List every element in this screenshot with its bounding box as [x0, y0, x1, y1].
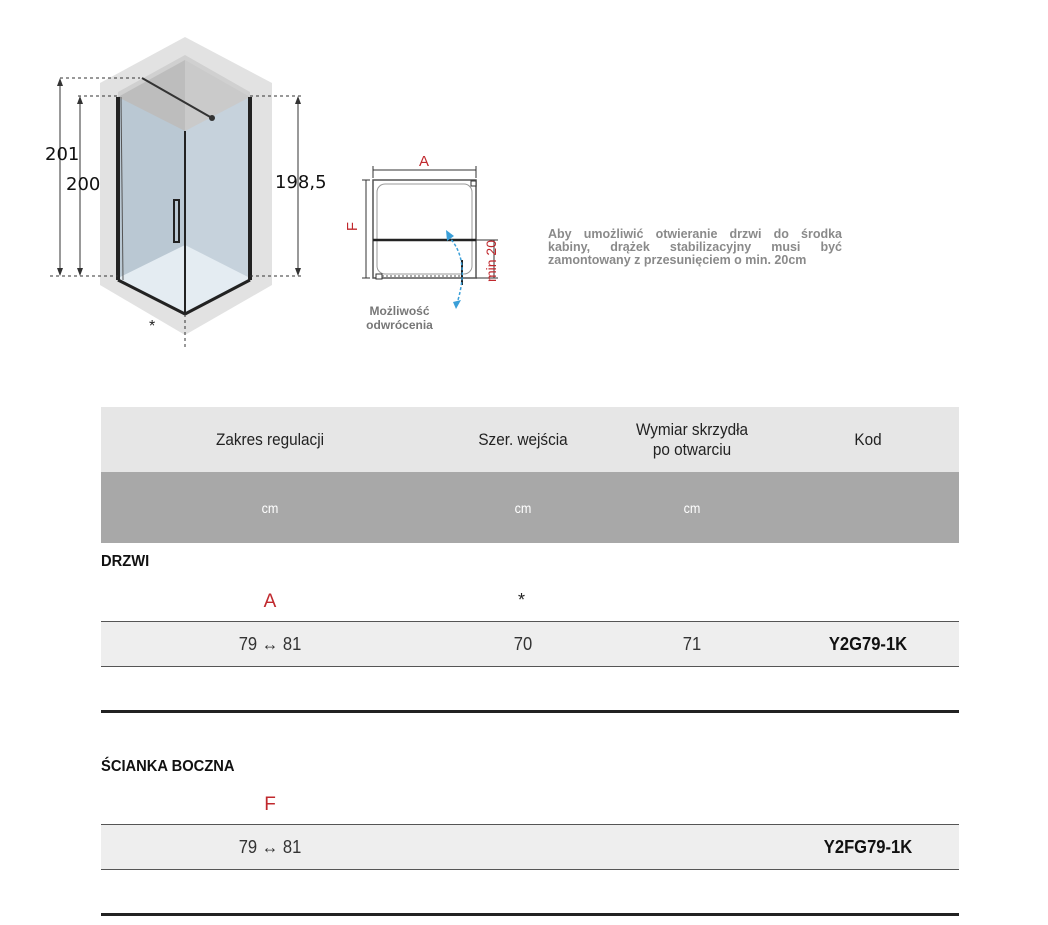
- section-letter-side-panel: F: [264, 794, 276, 815]
- shower-3d-drawing: [40, 30, 340, 360]
- dimension-201: 201: [45, 144, 80, 165]
- plan-label-f: F: [344, 221, 362, 232]
- cell-range-side-panel: 79 ↔ 81: [238, 837, 302, 857]
- plan-label-a: A: [419, 153, 430, 170]
- cell-leaf-doors: 71: [682, 634, 702, 654]
- dimension-200: 200: [66, 174, 101, 195]
- unit-range: cm: [261, 500, 279, 516]
- header-leaf-line-1: Wymiar skrzydła: [635, 420, 749, 439]
- plan-view-drawing: [345, 150, 520, 320]
- header-range: Zakres regulacji: [216, 430, 324, 449]
- divider-side-panel: [101, 913, 959, 916]
- section-title-side-panel: ŚCIANKA BOCZNA: [101, 758, 235, 775]
- installation-note: Aby umożliwić otwieranie drzwi do środka kabiny, drążek stabilizacyjny musi być zamontowany z przesunięciem o min. 20cm: [548, 227, 842, 267]
- reversibility-line-1: Możliwość: [369, 304, 430, 318]
- unit-leaf: cm: [683, 500, 701, 516]
- unit-entry: cm: [514, 500, 532, 516]
- reversibility-line-2: odwrócenia: [366, 318, 433, 332]
- section-title-doors: DRZWI: [101, 553, 150, 570]
- entry-marker: *: [518, 590, 526, 610]
- divider-doors: [101, 710, 959, 713]
- star-marker: *: [149, 318, 156, 335]
- cell-entry-doors: 70: [513, 634, 533, 654]
- reversibility-label: [362, 304, 437, 332]
- header-leaf-line-2: po otwarciu: [652, 440, 732, 459]
- cell-range-doors: 79 ↔ 81: [238, 634, 302, 654]
- dimension-198-5: 198,5: [275, 172, 327, 193]
- cell-code-doors: Y2G79-1K: [828, 634, 908, 654]
- section-letter-doors: A: [263, 591, 277, 612]
- header-entry: Szer. wejścia: [478, 430, 568, 449]
- header-code: Kod: [854, 430, 882, 449]
- cell-code-side-panel: Y2FG79-1K: [823, 837, 913, 857]
- plan-label-min: min 20: [483, 239, 499, 283]
- header-leaf: [611, 420, 773, 460]
